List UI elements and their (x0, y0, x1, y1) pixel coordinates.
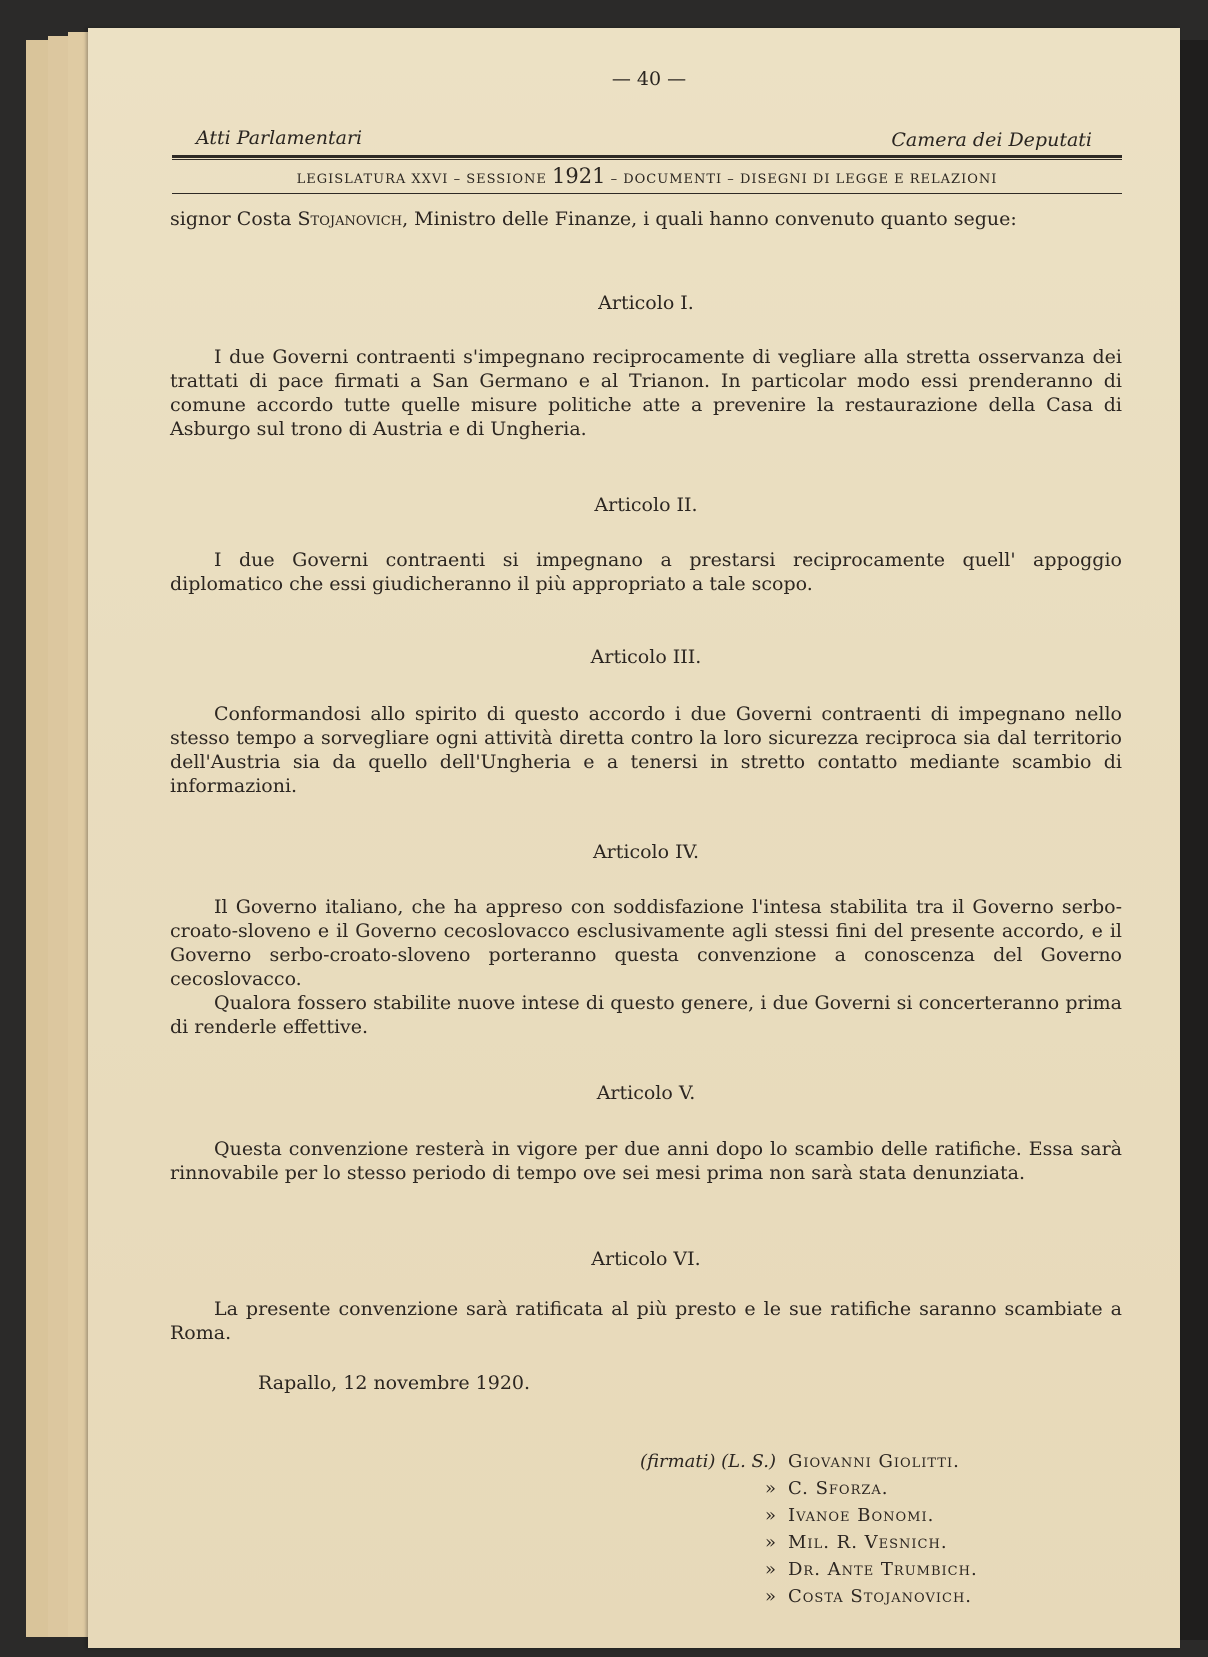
header-rule (172, 155, 1122, 158)
article-title: Articolo V. (596, 1082, 696, 1104)
page-number: — 40 — (611, 68, 687, 90)
document-page (88, 28, 1180, 1648)
signature-line: » C. Sforza. (764, 1478, 889, 1499)
article-body: I due Governi contraenti s'impegnano reciprocamente di vegliare alla stretta osservanza dei trattati di pace firmati a San Germano e al Trianon. In particolar modo essi prenderanno di comune accordo tutte quelle misure politiche atte a prevenire la restaurazione della Casa di Asburgo sul trono di Austria e di Ungheria. (170, 346, 1122, 440)
date-line: Rapallo, 12 novembre 1920. (258, 1372, 531, 1394)
article-body: I due Governi contraenti si impegnano a prestarsi reciprocamente quell' appoggio diplomatico che essi giudicheranno il più appropriato a tale scopo. (170, 549, 1122, 595)
header-rule (172, 193, 1122, 194)
header-rule (172, 159, 1122, 160)
article-body: Conformandosi allo spirito di questo accordo i due Governi contraenti di impegnano nello stesso tempo a sorvegliare ogni attività diretta contro la loro sicurezza reciproca sia dal territorio dell'Austria sia da quello dell'Ungheria e a tenersi in stretto contatto mediante scambio di informazioni. (170, 703, 1122, 797)
article-body: Questa convenzione resterà in vigore per due anni dopo lo scambio delle ratifiche. Essa sarà rinnovabile per lo stesso periodo di tempo ove sei mesi prima non sarà stata denunziata. (170, 1138, 1122, 1184)
header-subtitle: LEGISLATURA XXVI – SESSIONE 1921 – DOCUMENTI – DISEGNI DI LEGGE E RELAZIONI (296, 164, 998, 188)
article-body: Il Governo italiano, che ha appreso con soddisfazione l'intesa stabilita tra il Governo serbo-croato-sloveno e il Governo cecoslovacco esclusivamente agli stessi fini del presente accordo, e il Governo serbo-croato-sloveno porteranno questa convenzione a conoscenza del Governo cecoslovacco. Qualora fossero stabilite nuove intese di questo genere, i due Governi si concerteranno prima di renderle effettive. (170, 896, 1122, 1038)
header-right: Camera dei Deputati (891, 129, 1092, 151)
article-body: La presente convenzione sarà ratificata al più presto e le sue ratifiche saranno scambiate a Roma. (170, 1298, 1122, 1344)
article-title: Articolo I. (598, 292, 694, 314)
signature-line: » Costa Stojanovich. (764, 1586, 972, 1607)
article-title: Articolo IV. (592, 841, 700, 863)
header-left: Atti Parlamentari (196, 127, 363, 149)
article-title: Articolo VI. (591, 1248, 701, 1270)
article-title: Articolo II. (594, 494, 698, 516)
intro-paragraph: signor Costa Stojanovich, Ministro delle Finanze, i quali hanno convenuto quanto segue: (170, 208, 1017, 230)
signature-line: » Dr. Ante Trumbich. (764, 1559, 978, 1580)
binding-shadow (1180, 40, 1208, 1640)
signature-line: (firmati) (L. S.) Giovanni Giolitti. (639, 1451, 960, 1472)
article-title: Articolo III. (590, 646, 702, 668)
signature-line: » Ivanoe Bonomi. (764, 1505, 935, 1526)
signature-line: » Mil. R. Vesnich. (764, 1532, 948, 1553)
